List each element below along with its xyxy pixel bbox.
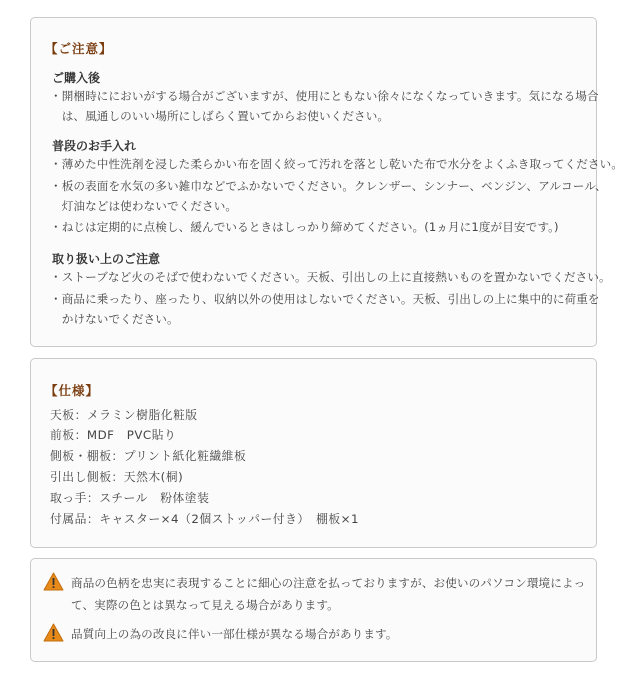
- spec-item: 引出し側板：天然木(桐): [50, 470, 184, 484]
- warning-box: [30, 558, 597, 662]
- notice-line: ・開梱時ににおいがする場合がございますが、使用にともない徐々になくなっていきます。気になる場合: [50, 89, 599, 103]
- notice-box: [30, 17, 623, 347]
- warning-line: 商品の色柄を忠実に表現することに細心の注意を払っておりますが、お使いのパソコン環境によっ: [71, 576, 586, 590]
- section-heading-handling: 取り扱い上のご注意: [52, 252, 161, 266]
- warning-triangle-icon: [43, 572, 64, 591]
- notice-line: かけないでください。: [50, 312, 179, 326]
- warning-line: て、実際の色とは異なって見える場合があります。: [71, 598, 339, 612]
- notice-line: ・板の表面を水気の多い雑巾などでふかないでください。クレンザー、シンナー、ベンジン、アルコール、: [50, 179, 607, 193]
- spec-item: 取っ手：スチール 粉体塗装: [50, 491, 210, 505]
- spec-item: 側板・棚板：プリント紙化粧繊維板: [50, 449, 247, 463]
- notice-line: ・ストーブなど火のそばで使わないでください。天板、引出しの上に直接熱いものを置かないでください。: [50, 270, 611, 284]
- spec-item: 天板：メラミン樹脂化粧版: [50, 408, 198, 422]
- notice-line: ・ねじは定期的に点検し、緩んでいるときはしっかり締めてください。(1ヵ月に1度が目安です。): [50, 220, 559, 234]
- notice-line: は、風通しのいい場所にしばらく置いてからお使いください。: [50, 109, 390, 123]
- spec-item: 前板：MDF PVC貼り: [50, 428, 177, 442]
- notice-line: 灯油などは使わないでください。: [50, 199, 238, 213]
- warning-triangle-icon: [43, 623, 64, 642]
- notice-line: ・薄めた中性洗剤を浸した柔らかい布を固く絞って汚れを落とし乾いた布で水分をよくふき取ってください。: [50, 157, 623, 171]
- section-heading-after-purchase: ご購入後: [52, 71, 101, 85]
- spec-title: 【仕様】: [45, 383, 100, 398]
- notice-title: 【ご注意】: [45, 41, 113, 56]
- notice-line: ・商品に乗ったり、座ったり、収納以外の使用はしないでください。天板、引出しの上に集中的に荷重を: [50, 292, 600, 306]
- section-heading-daily-care: 普段のお手入れ: [52, 139, 137, 153]
- spec-box: [30, 358, 597, 548]
- warning-line: 品質向上の為の改良に伴い一部仕様が異なる場合があります。: [71, 627, 398, 641]
- spec-item: 付属品：キャスター×4（2個ストッパー付き） 棚板×1: [50, 512, 360, 526]
